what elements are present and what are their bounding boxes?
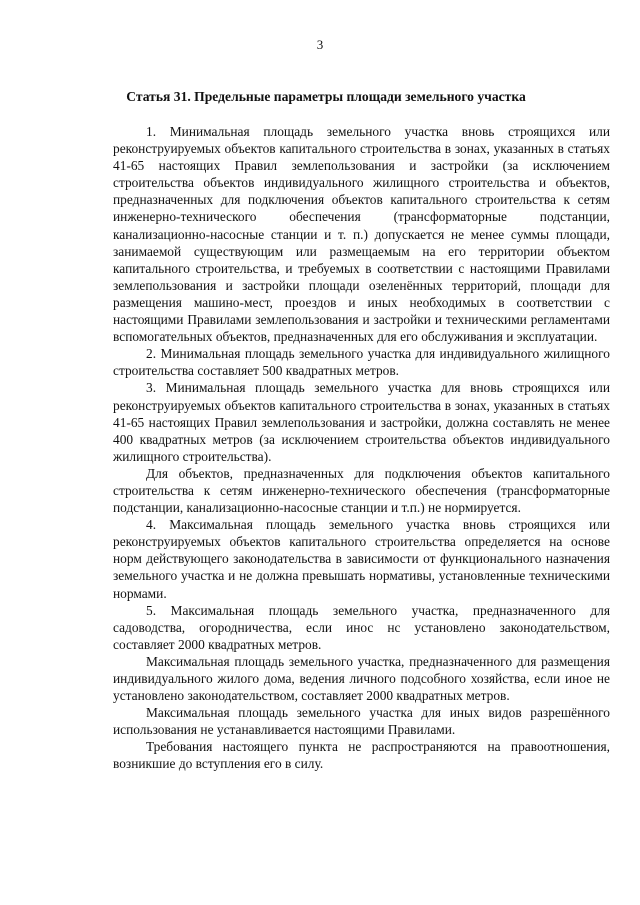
page-number: 3 [316,37,324,52]
article-body [113,123,610,773]
paragraph-3: 3. Минимальная площадь земельного участка для вновь строящихся или реконструируемых объектов капитального строительства в зонах, указанных в статьях 41-65 настоящих Правил землепользования и застройки, должна составлять не менее 400 квадратных метров (за исключением строительства объектов индивидуального жилищного строительства). [113,380,610,464]
paragraph-5-applicability: Требования настоящего пункта не распространяются на правоотношения, возникшие до вступления его в силу. [113,739,610,772]
paragraph-5: 5. Максимальная площадь земельного участка, предназначенного для садоводства, огородничества, если инос нс установлено законодательством, составляет 2000 квадратных метров. [113,602,610,652]
article-title: Статья 31. Предельные параметры площади земельного участка [126,89,526,104]
paragraph-5-house: Максимальная площадь земельного участка, предназначенного для размещения индивидуального жилого дома, ведения личного подсобного хозяйства, если иное не установлено законодательством, составляет 2000 квадратных метров. [113,653,610,704]
paragraph-3-note: Для объектов, предназначенных для подключения объектов капитального строительства к сетям инженерно-технического обеспечения (трансформаторные подстанции, канализационно-насосные станции и т.п.) не нормируется. [113,465,610,516]
paragraph-4: 4. Максимальная площадь земельного участка вновь строящихся или реконструируемых объектов капитального строительства определяется на основе норм действующего законодательства в зависимости от функционального назначения земельного участка и не должна превышать нормативы, установленные техническими нормами. [113,517,610,601]
paragraph-1: 1. Минимальная площадь земельного участка вновь строящихся или реконструируемых объектов капитального строительства в зонах, указанных в статьях 41-65 настоящих Правил землепользования и застройки (за исключением строительства объектов индивидуального жилищного строительства и объектов, предназначенных для подключения объектов капитального строительства к сетям инженерно-технического обеспечения (трансформаторные подстанции, канализационно-насосные станции и т. п.) допускается не менее суммы площади, занимаемой существующим или размещаемым на его территории объектом капитального строительства, и требуемых в соответствии с настоящими Правилами землепользования и застройки площади озеленённых территорий, площади для размещения машино-мест, проездов и иных необходимых в соответствии с настоящими Правилами землепользования и застройки и техническими регламентами вспомогательных объектов, предназначенных для его обслуживания и эксплуатации. [113,124,610,345]
paragraph-5-other: Максимальная площадь земельного участка для иных видов разрешённого использования не устанавливается настоящими Правилами. [113,705,610,738]
paragraph-2: 2. Минимальная площадь земельного участка для индивидуального жилищного строительства составляет 500 квадратных метров. [113,346,610,379]
